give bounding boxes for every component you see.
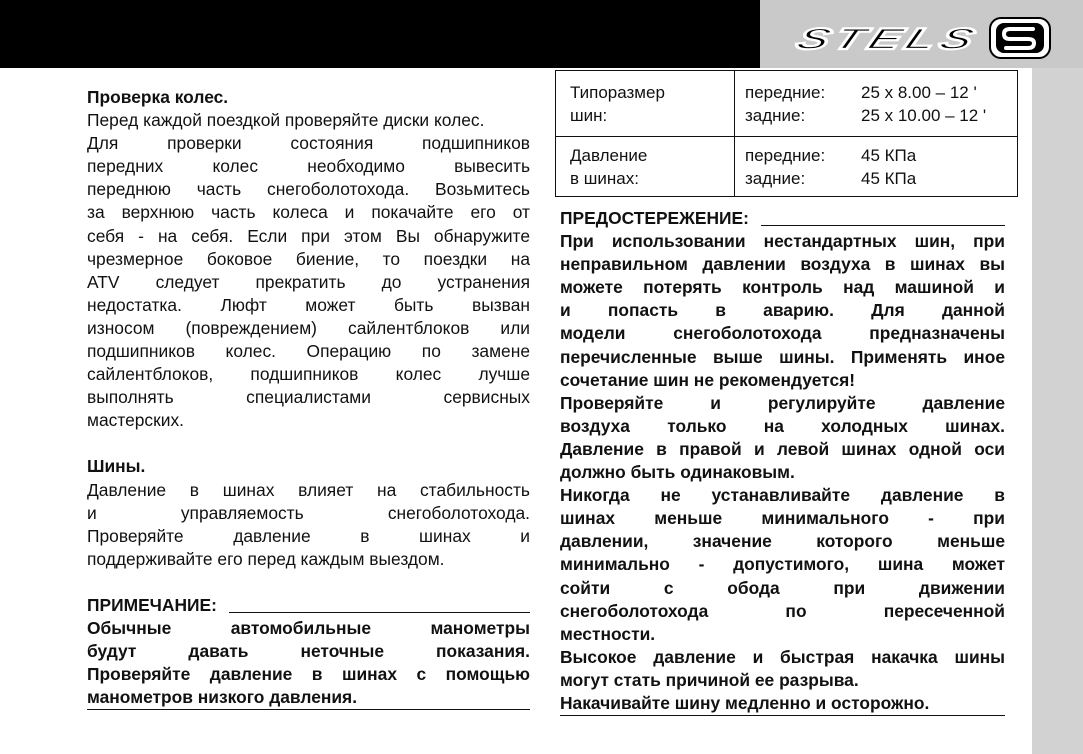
warning-line: могут стать причиной ее разрыва. <box>560 669 859 690</box>
tires-line: Проверяйте давление в шинах и <box>87 525 530 546</box>
warning-line: При использовании нестандартных шин, при <box>560 231 1005 252</box>
size-values-cell <box>735 71 1018 137</box>
tire-spec-table <box>555 70 1018 197</box>
note-title: ПРИМЕЧАНИЕ: <box>87 594 217 615</box>
warning-line: шинах меньше минимального - при <box>560 508 1005 529</box>
table-row-pressure <box>556 137 1018 197</box>
wheels-line: сайлентблоков, подшипников колес лучше <box>87 364 530 385</box>
rear-size-value: 25 x 10.00 – 12 ' <box>861 105 987 125</box>
front-label: передние: <box>745 82 826 102</box>
note-line: будут давать неточные показания. <box>87 641 530 662</box>
wheels-line: недостатка. Люфт может быть вызван <box>87 294 530 315</box>
warning-line: воздуха только на холодных шинах. <box>560 415 1005 436</box>
wheels-line: мастерских. <box>87 410 184 431</box>
tires-line: поддерживайте его перед каждым выездом. <box>87 548 445 569</box>
table-row-size <box>556 71 1018 137</box>
wheels-line: выполнять специалистами сервисных <box>87 387 530 408</box>
wheels-line: износом (повреждением) сайлентблоков или <box>87 317 530 338</box>
warning-line: местности. <box>560 623 656 644</box>
wheels-heading: Проверка колес. <box>87 87 229 107</box>
front-label: передние: <box>745 145 826 165</box>
brand-wordmark: STELS <box>791 22 917 56</box>
size-label-cell: Типоразмер шин: <box>556 71 735 137</box>
pressure-values-cell <box>735 137 1018 197</box>
warning-line: Проверяйте и регулируйте давление <box>560 392 1005 413</box>
wheels-line: передних колес необходимо вывесить <box>87 156 530 177</box>
header-black-band <box>0 0 760 68</box>
front-size-value: 25 x 8.00 – 12 ' <box>861 82 977 102</box>
warning-line: сочетание шин не рекомендуется! <box>560 369 856 390</box>
warning-line: сойти с обода при движении <box>560 577 1005 598</box>
warning-title: ПРЕДОСТЕРЕЖЕНИЕ: <box>560 208 749 228</box>
wheels-line: подшипников колес. Операцию по замене <box>87 341 530 362</box>
warning-heading <box>560 207 1005 230</box>
warning-line: давлении, значение которого меньше <box>560 531 1005 552</box>
warning-line: и попасть в аварию. Для данной <box>560 300 1005 321</box>
tires-heading: Шины. <box>87 456 146 477</box>
wheels-line: чрезмерное боковое биение, то поездки на <box>87 248 530 269</box>
warning-line: перечисленные выше шины. Применять иное <box>560 346 1005 367</box>
warning-line: должно быть одинаковым. <box>560 462 795 483</box>
wheels-line: переднюю часть снегоболотохода. Возьмитесь <box>87 179 530 200</box>
rear-label: задние: <box>745 105 806 125</box>
wheels-line: за верхнюю часть колеса и покачайте его от <box>87 202 530 223</box>
warning-line: Высокое давление и быстрая накачка шины <box>560 646 1005 667</box>
wheels-line: ATV следует прекратить до устранения <box>87 271 530 292</box>
note-line: манометров низкого давления. <box>87 686 530 710</box>
wheels-line: Для проверки состояния подшипников <box>87 133 530 154</box>
pressure-label-cell: Давление в шинах: <box>556 137 735 197</box>
tires-line: и управляемость снегоболотохода. <box>87 502 530 523</box>
note-line: Обычные автомобильные манометры <box>87 617 530 638</box>
warning-line: Никогда не устанавливайте давление в <box>560 485 1005 506</box>
wheels-line: Перед каждой поездкой проверяйте диски колес. <box>87 110 485 131</box>
warning-line: минимально - допустимого, шина может <box>560 554 1005 575</box>
left-column <box>87 86 530 710</box>
stels-logo <box>778 14 1058 62</box>
warning-line: снегоболотохода по пересеченной <box>560 600 1005 621</box>
side-gray-strip <box>1032 68 1083 754</box>
warning-column <box>560 207 1005 716</box>
wheels-line: себя - на себя. Если при этом Вы обнаружите <box>87 225 530 246</box>
note-line: Проверяйте давление в шинах с помощью <box>87 664 530 685</box>
rear-pressure-value: 45 КПа <box>861 168 917 188</box>
front-pressure-value: 45 КПа <box>861 145 917 165</box>
warning-line: можете потерять контроль над машиной и <box>560 277 1005 298</box>
rear-label: задние: <box>745 168 806 188</box>
warning-line: Накачивайте шину медленно и осторожно. <box>560 692 1005 716</box>
tires-line: Давление в шинах влияет на стабильность <box>87 479 530 500</box>
warning-line: модели снегоболотохода предназначены <box>560 323 1005 344</box>
note-heading <box>87 594 530 617</box>
warning-line: Давление в правой и левой шинах одной оси <box>560 438 1005 459</box>
warning-line: неправильном давлении воздуха в шинах вы <box>560 254 1005 275</box>
